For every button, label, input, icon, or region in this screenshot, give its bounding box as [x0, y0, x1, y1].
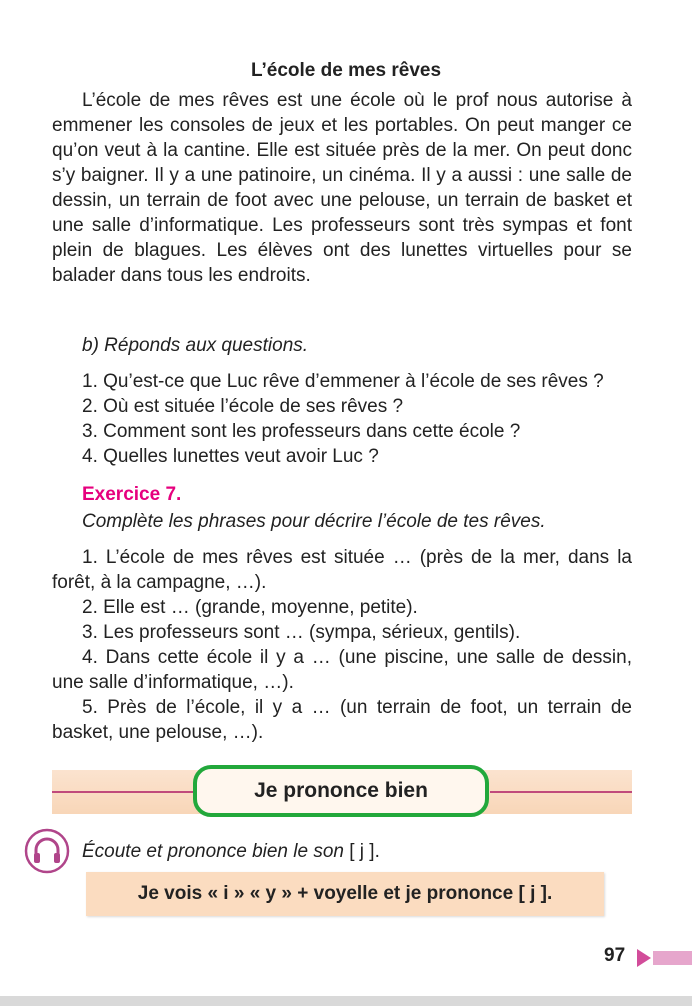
exercise-item: 3. Les professeurs sont … (sympa, sérieux, gentils). — [82, 622, 521, 643]
exercise-title: Exercice 7. — [82, 484, 182, 505]
question-item: 3. Comment sont les professeurs dans cette école ? — [82, 421, 521, 442]
question-item: 2. Où est située l’école de ses rêves ? — [82, 396, 404, 417]
exercise-instruction: Complète les phrases pour décrire l’école de tes rêves. — [82, 511, 546, 532]
headphones-icon[interactable] — [24, 828, 70, 874]
questions-instruction: b) Réponds aux questions. — [82, 335, 309, 356]
story-paragraph: L’école de mes rêves est une école où le prof nous autorise à emmener les consoles de jeux et les portables. On peut manger ce qu’on veut à la cantine. Elle est située près de la mer. On peut donc s’y baigner. Il y a une patinoire, un cinéma. Il y a aussi : une salle de dessin, un terrain de foot avec une pelouse, un terrain de basket et une salle d’informatique. Les professeurs sont très sympas et font plein de blagues. Les élèves ont des lunettes virtuelles pour se balader dans tous les endroits. — [52, 90, 632, 286]
question-item: 1. Qu’est-ce que Luc rêve d’emmener à l’école de ses rêves ? — [82, 371, 604, 392]
banner-line-right — [490, 791, 632, 793]
page-number: 97 — [604, 945, 626, 966]
exercise-item: 2. Elle est … (grande, moyenne, petite). — [82, 597, 418, 618]
text-title: L’école de mes rêves — [250, 60, 442, 81]
listen-instruction — [82, 841, 380, 863]
listen-sound: [ j ]. — [349, 841, 380, 862]
pronunciation-rule: Je vois « i » « y » + voyelle et je prononce [ j ]. — [86, 872, 604, 916]
question-item: 4. Quelles lunettes veut avoir Luc ? — [82, 446, 379, 467]
exercise-item: 4. Dans cette école il y a … (une piscine, une salle de dessin, une salle d’informatique, …). — [52, 647, 632, 693]
exercise-list — [52, 545, 632, 745]
page-arrow-icon — [637, 947, 692, 969]
questions-list — [82, 369, 642, 469]
section-title: Je prononce bien — [193, 765, 489, 817]
exercise-item: 1. L’école de mes rêves est située … (près de la mer, dans la forêt, à la campagne, …). — [52, 547, 632, 593]
listen-text: Écoute et prononce bien le son — [82, 841, 344, 862]
banner-line-left — [52, 791, 194, 793]
bottom-bar — [0, 996, 692, 1006]
exercise-item: 5. Près de l’école, il y a … (un terrain de foot, un terrain de basket, une pelouse, …). — [52, 697, 632, 743]
